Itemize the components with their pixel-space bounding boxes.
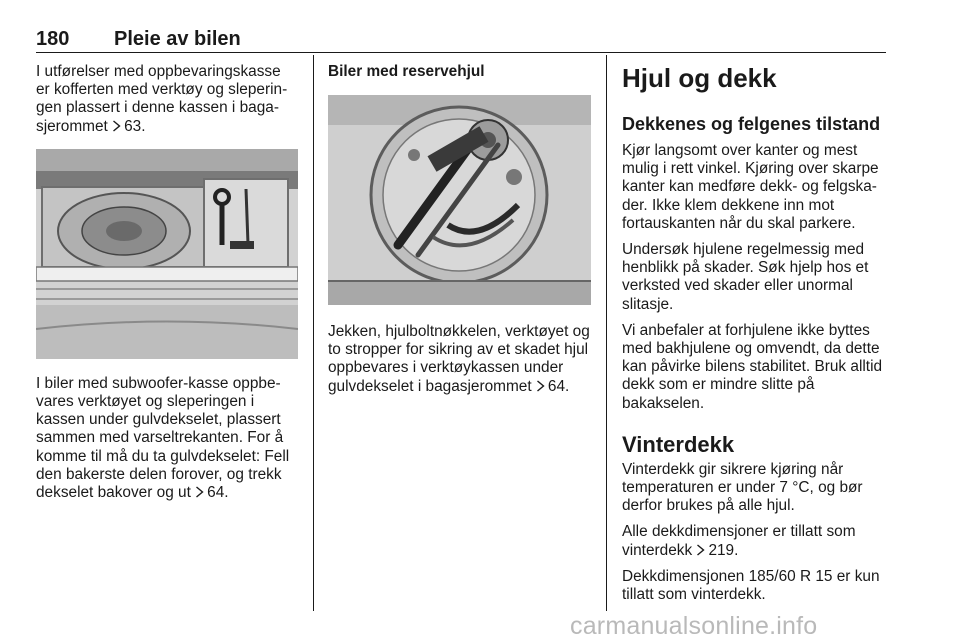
column-divider xyxy=(313,55,314,611)
paragraph-rotation: Vi anbefaler at forhjulene ikke byttes med bakhjulene og omvendt, da dette kan påvirke bilens stabilitet. Bruk alltid dekk som er mindre slitte på bakakselen. xyxy=(622,321,883,412)
column-right xyxy=(622,63,888,604)
page-number: 180 xyxy=(36,28,70,50)
watermark: carmanualsonline.info xyxy=(570,612,818,640)
page-reference-link[interactable]: 64. xyxy=(547,377,570,395)
section-heading-winter-tyres: Vinterdekk xyxy=(622,431,735,457)
page-reference-icon xyxy=(112,120,121,132)
paragraph-toolbox-storage: I utførelser med oppbevaringskasse er kofferten med verktøy og sleperin-gen plassert i denne kassen i baga-sjerommet 63. xyxy=(36,63,288,135)
paragraph-subwoofer-storage: I biler med subwoofer-kasse oppbe-vares verktøyet og sleperingen i kassen under gulvdekselet, plassert sammen med varseltrekanten. For å komme til må du ta gulvdekselet: Fell den bakerste delen forover, og trekk dekselet bakover og ut 64. xyxy=(36,374,290,502)
paragraph-winter-tyres: Vinterdekk gir sikrere kjøring når temperaturen er under 7 °C, og bør derfor brukes på alle hjul. xyxy=(622,460,863,515)
paragraph-inspection: Undersøk hjulene regelmessig med henblikk på skader. Søk hjelp hos et verksted ved skader eller unormal slitasje. xyxy=(622,241,869,313)
trunk-tool-storage-image xyxy=(36,149,298,359)
chapter-title: Pleie av bilen xyxy=(114,28,241,50)
page-reference-icon xyxy=(696,544,705,556)
page-reference-link[interactable]: 64. xyxy=(207,484,229,502)
column-divider xyxy=(606,55,607,611)
column-middle xyxy=(328,63,591,396)
chapter-heading-wheels-tyres: Hjul og dekk xyxy=(622,63,777,93)
page-header xyxy=(36,26,886,53)
section-heading-spare-wheel: Biler med reservehjul xyxy=(328,63,485,80)
paragraph-tyre-dimensions: Alle dekkdimensjoner er tillatt som vinterdekk 219. xyxy=(622,523,856,559)
figure-caption: Jekken, hjulboltnøkkelen, verktøyet og to stropper for sikring av et skadet hjul oppbevares i verktøykassen under gulvdekselet i bagasjerommet 64. xyxy=(328,323,590,395)
column-left xyxy=(36,63,298,502)
section-heading-tyre-condition: Dekkenes og felgenes tilstand xyxy=(622,114,881,134)
spare-wheel-tools-image xyxy=(328,95,591,305)
paragraph-tyre-condition: Kjør langsomt over kanter og mest mulig i rett vinkel. Kjøring over skarpe kanter kan medføre dekk- og felgska-der. Ikke klem dekkene inn mot fortauskanten når du skal parkere. xyxy=(622,142,879,232)
page-reference-icon xyxy=(195,486,204,498)
paragraph-dimension-restriction: Dekkdimensjonen 185/60 R 15 er kun tillatt som vinterdekk. xyxy=(622,567,880,604)
page-reference-link[interactable]: 219. xyxy=(708,541,739,559)
page-reference-icon xyxy=(536,380,545,392)
page-reference-link[interactable]: 63. xyxy=(124,117,146,135)
